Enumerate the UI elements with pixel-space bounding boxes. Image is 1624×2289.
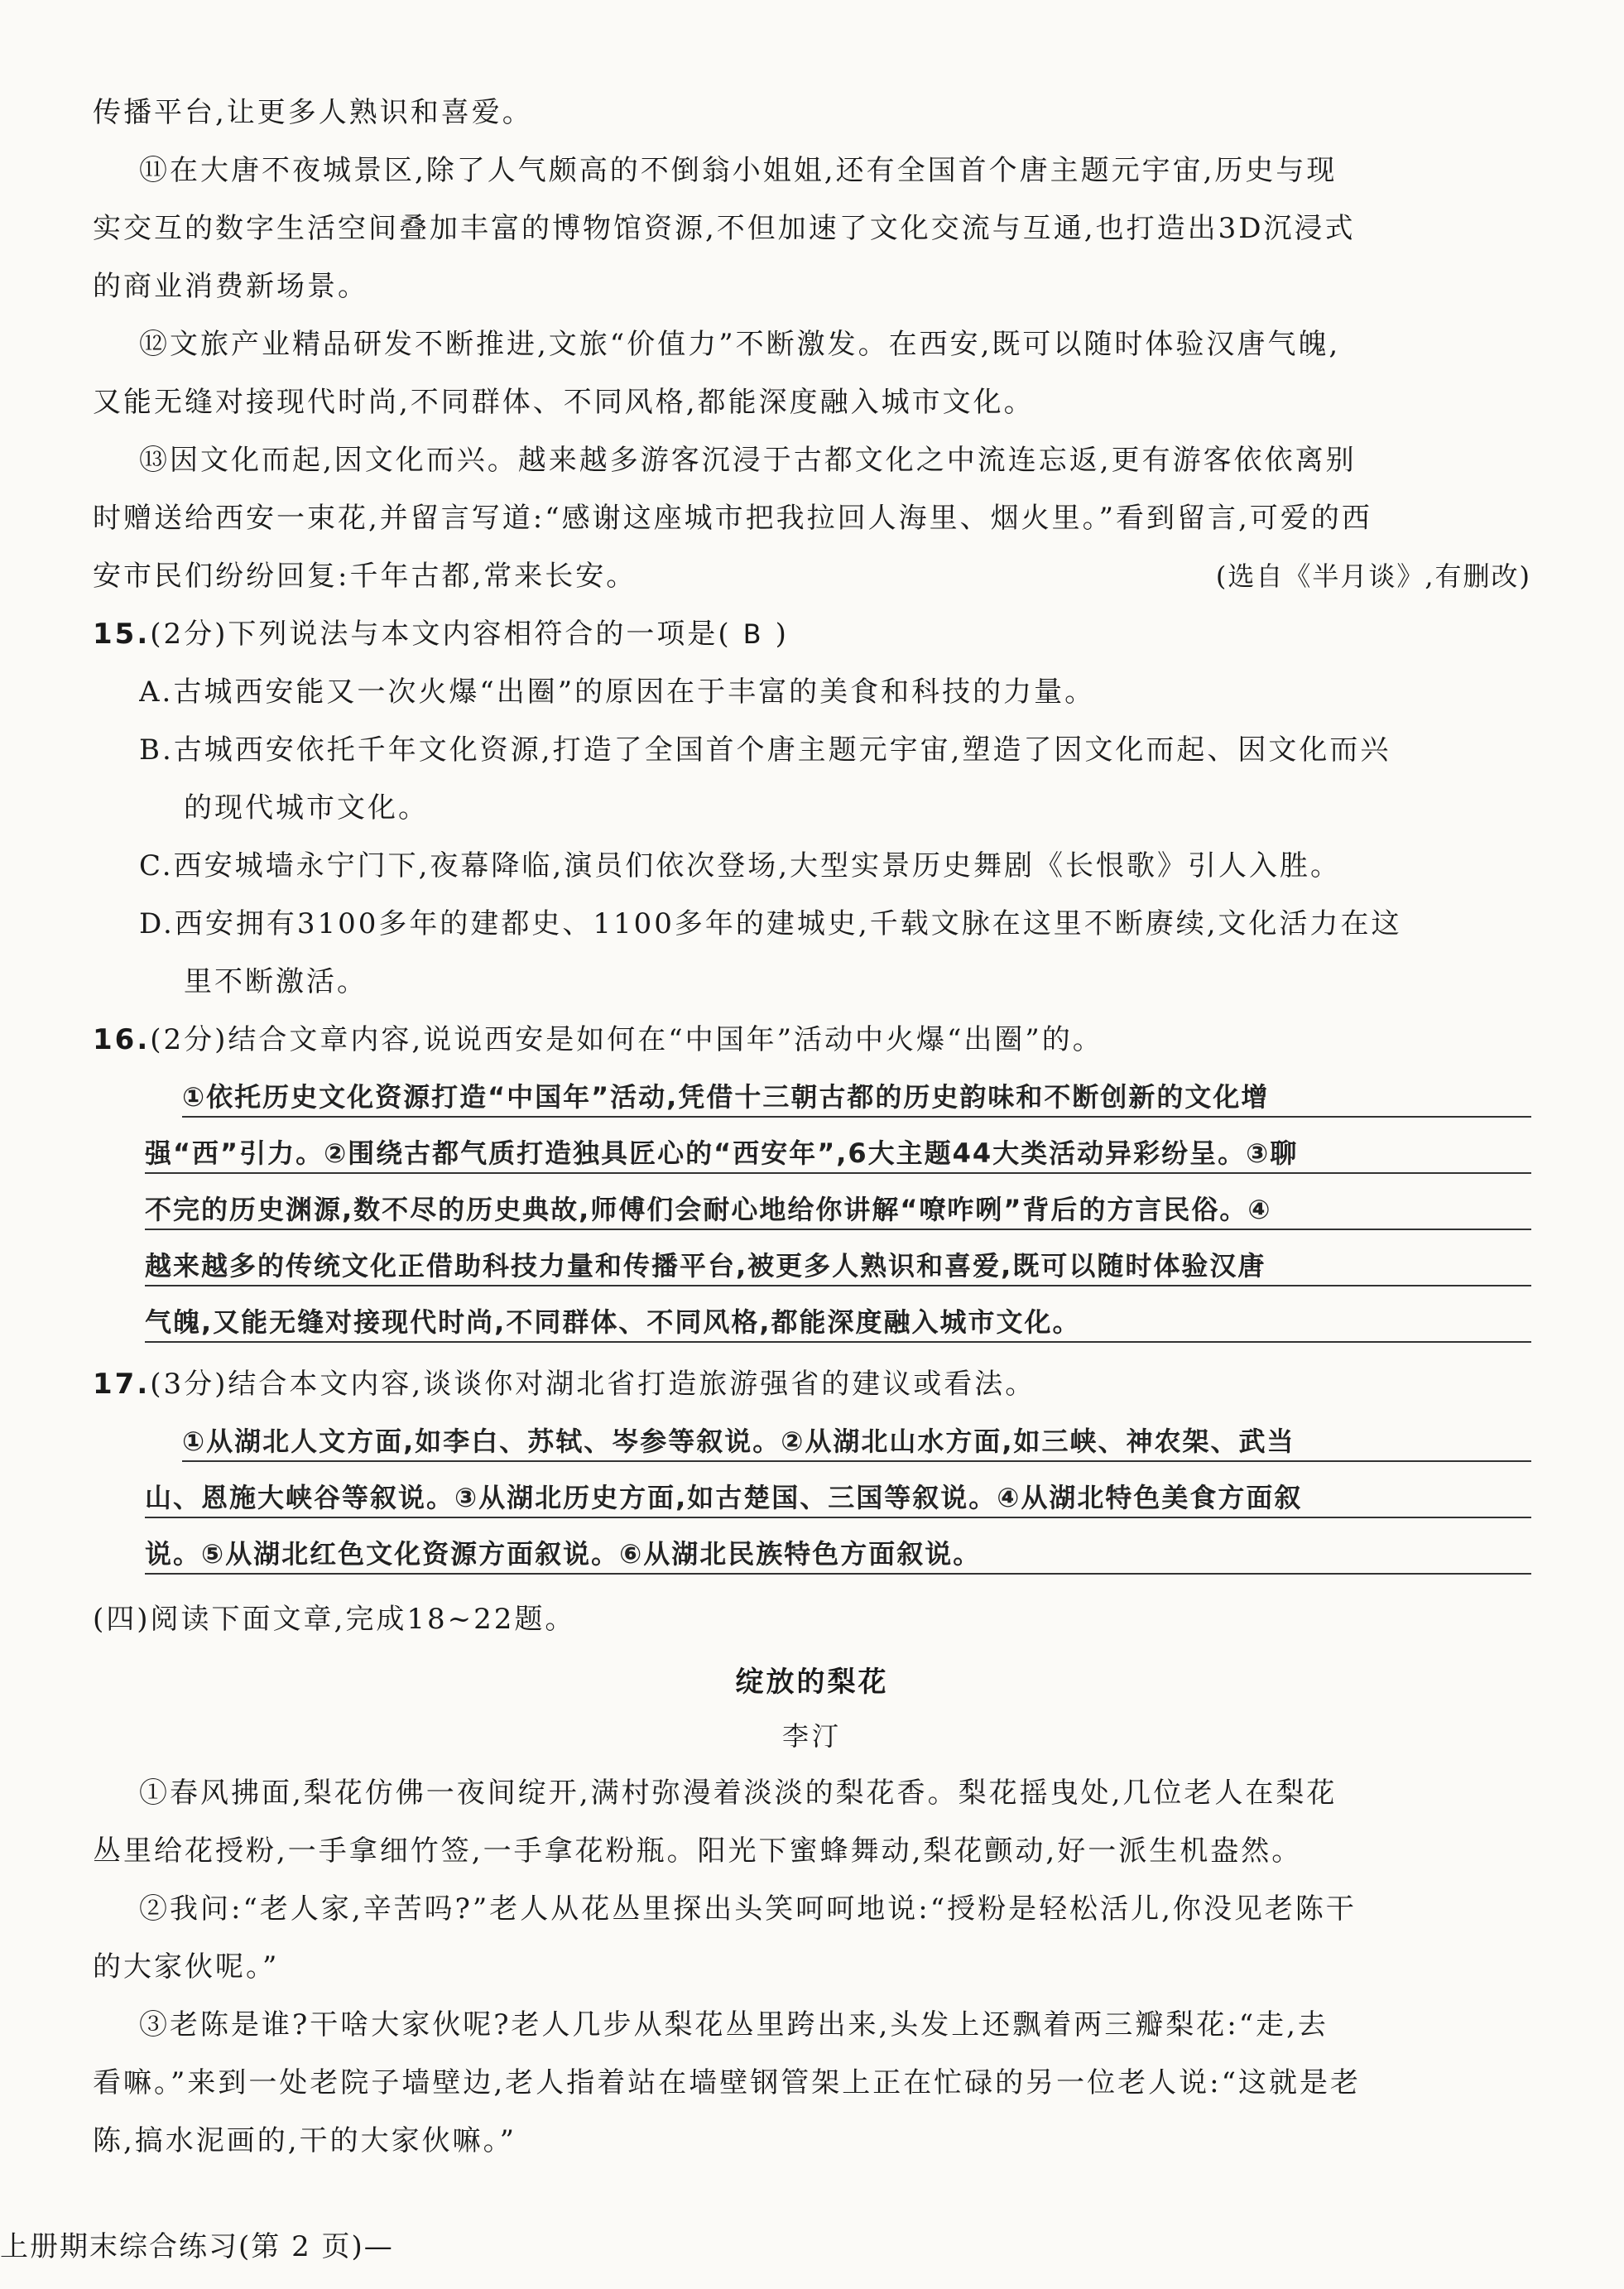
option-a: A.古城西安能又一次火爆“出圈”的原因在于丰富的美食和科技的力量。 — [139, 676, 1096, 709]
option-c: C.西安城墙永宁门下,夜幕降临,演员们依次登场,大型实景历史舞剧《长恨歌》引人入胜。 — [139, 849, 1342, 882]
article-paragraph-1: 丛里给花授粉,一手拿细竹签,一手拿花粉瓶。阳光下蜜蜂舞动,梨花颤动,好一派生机盎然。 — [93, 1835, 1303, 1868]
article-paragraph-2: ②我问:“老人家,辛苦吗?”老人从花丛里探出头笑呵呵地说:“授粉是轻松活儿,你没见老陈干 — [139, 1892, 1357, 1926]
section-instruction: (四)阅读下面文章,完成18~22题。 — [93, 1603, 576, 1636]
page-footer: 上册期末综合练习(第 2 页)— — [0, 2230, 394, 2263]
paragraph-11-line: ⑪在大唐不夜城景区,除了人气颇高的不倒翁小姐姐,还有全国首个唐主题元宇宙,历史与现 — [139, 154, 1338, 187]
question-16 — [93, 1020, 1530, 1060]
question-stem: (2分)结合文章内容,说说西安是如何在“中国年”活动中火爆“出圈”的。 — [150, 1023, 1103, 1056]
paragraph-13-line: ⑬因文化而起,因文化而兴。越来越多游客沉浸于古都文化之中流连忘返,更有游客依依离别 — [139, 444, 1357, 477]
bracket-close: ) — [775, 618, 789, 651]
source-citation: (选自《半月谈》,有删改) — [1215, 560, 1531, 592]
article-paragraph-3: ③老陈是谁?干啥大家伙呢?老人几步从梨花丛里跨出来,头发上还飘着两三瓣梨花:“走,去 — [139, 2008, 1329, 2041]
paragraph-11-line: 实交互的数字生活空间叠加丰富的博物馆资源,不但加速了文化交流与互通,也打造出3D沉浸式 — [93, 212, 1356, 245]
article-author: 李汀 — [781, 1720, 842, 1752]
article-title: 绽放的梨花 — [735, 1666, 889, 1699]
question-number: 15. — [93, 618, 151, 651]
option-b-continued: 的现代城市文化。 — [184, 791, 429, 825]
paragraph-13-line: 安市民们纷纷回复:千年古都,常来长安。 — [93, 560, 637, 593]
paragraph-12-line: ⑫文旅产业精品研发不断推进,文旅“价值力”不断激发。在西安,既可以随时体验汉唐气魄, — [139, 328, 1341, 361]
answer-line: 气魄,又能无缝对接现代时尚,不同群体、不同风格,都能深度融入城市文化。 — [145, 1303, 1531, 1343]
option-b: B.古城西安依托千年文化资源,打造了全国首个唐主题元宇宙,塑造了因文化而起、因文化而兴 — [139, 733, 1391, 767]
article-paragraph-3: 陈,搞水泥画的,干的大家伙嘛。” — [93, 2124, 517, 2157]
question-stem: (3分)结合本文内容,谈谈你对湖北省打造旅游强省的建议或看法。 — [150, 1368, 1036, 1401]
paragraph-13-line: 时赠送给西安一束花,并留言写道:“感谢这座城市把我拉回人海里、烟火里。”看到留言,可爱的西 — [93, 502, 1372, 535]
answer-line: ①从湖北人文方面,如李白、苏轼、岑参等叙说。②从湖北山水方面,如三峡、神农架、武当 — [182, 1422, 1531, 1462]
paragraph-11-line: 的商业消费新场景。 — [93, 270, 368, 303]
paragraph-12-line: 又能无缝对接现代时尚,不同群体、不同风格,都能深度融入城市文化。 — [93, 386, 1035, 419]
question-number: 16. — [93, 1023, 151, 1056]
answer-choice: B — [742, 618, 764, 650]
answer-line: 不完的历史渊源,数不尽的历史典故,师傅们会耐心地给你讲解“嘹咋咧”背后的方言民俗。④ — [145, 1190, 1531, 1230]
answer-line: 说。⑤从湖北红色文化资源方面叙说。⑥从湖北民族特色方面叙说。 — [145, 1535, 1531, 1575]
answer-line: 强“西”引力。②围绕古都气质打造独具匠心的“西安年”,6大主题44大类活动异彩纷呈。③聊 — [145, 1134, 1531, 1174]
paragraph-10-end: 传播平台,让更多人熟识和喜爱。 — [93, 96, 533, 129]
option-d: D.西安拥有3100多年的建都史、1100多年的建城史,千载文脉在这里不断赓续,文化活力在这 — [139, 907, 1402, 940]
article-paragraph-3: 看嘛。”来到一处老院子墙壁边,老人指着站在墙壁钢管架上正在忙碌的另一位老人说:“这就是老 — [93, 2066, 1362, 2099]
answer-line: 越来越多的传统文化正借助科技力量和传播平台,被更多人熟识和喜爱,既可以随时体验汉唐 — [145, 1247, 1531, 1286]
answer-line: ①依托历史文化资源打造“中国年”活动,凭借十三朝古都的历史韵味和不断创新的文化增 — [182, 1078, 1531, 1118]
question-17 — [93, 1364, 1530, 1404]
article-paragraph-1: ①春风拂面,梨花仿佛一夜间绽开,满村弥漫着淡淡的梨花香。梨花摇曳处,几位老人在梨花 — [139, 1777, 1338, 1810]
question-15 — [93, 614, 1530, 654]
option-d-continued: 里不断激活。 — [184, 965, 368, 998]
question-number: 17. — [93, 1368, 151, 1401]
question-stem: (2分)下列说法与本文内容相符合的一项是( — [150, 618, 732, 651]
answer-line: 山、恩施大峡谷等叙说。③从湖北历史方面,如古楚国、三国等叙说。④从湖北特色美食方面叙 — [145, 1479, 1531, 1518]
article-paragraph-2: 的大家伙呢。” — [93, 1950, 280, 1984]
